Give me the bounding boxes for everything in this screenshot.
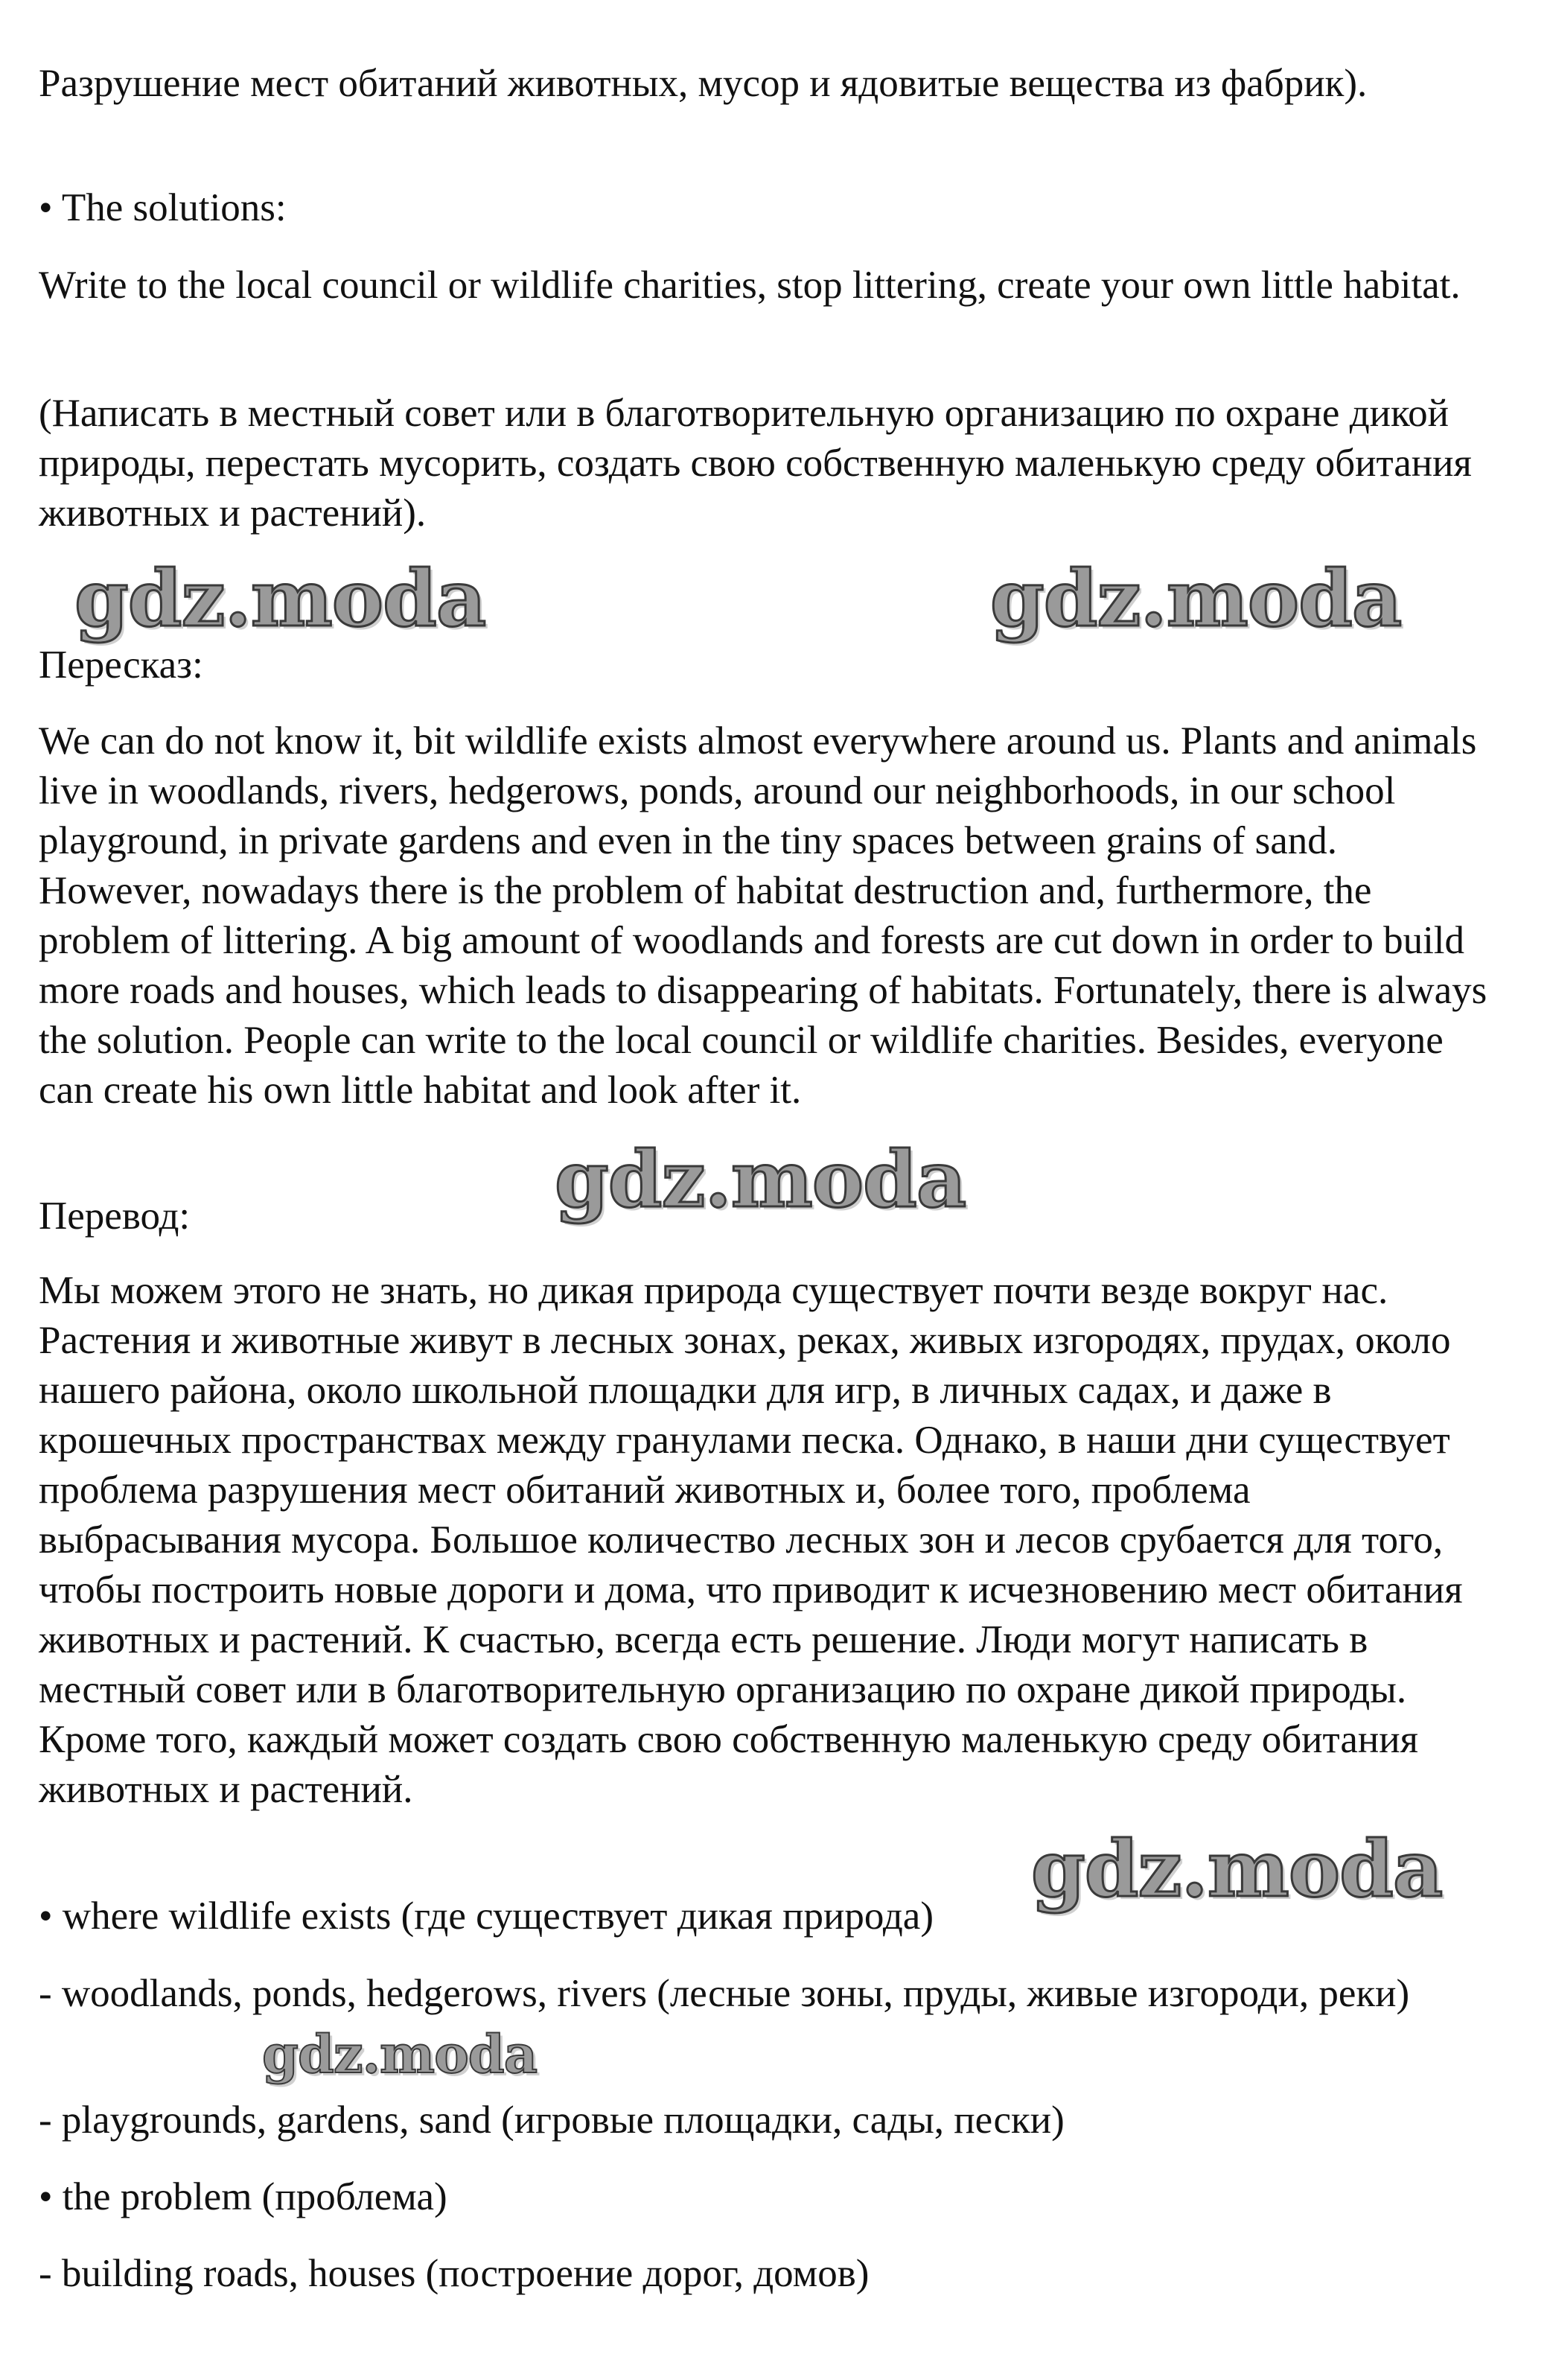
paragraph-threats-translation: Разрушение мест обитаний животных, мусор и ядовитые вещества из фабрик). xyxy=(39,62,1368,105)
watermark-logo: gdz.moda xyxy=(74,553,486,644)
paragraph-translation: Мы можем этого не знать, но дикая природа существует почти везде вокруг нас. Растения и животные живут в лесных зонах, реках, живых изгородях, прудах, около нашего района, около школьной площадки для игр, в личных садах, и даже в крошечных пространствах между гранулами песка. Однако, в наши дни существует проблема разрушения мест обитаний животных и, более того, проблема выбрасывания мусора. Большое количество лесных зон и лесов срубается для того, чтобы построить новые дороги и дома, что приводит к исчезновению мест обитания животных и растений. К счастью, всегда есть решение. Люди могут написать в местный совет или в благотворительную организацию по охране дикой природы. Кроме того, каждый может создать свою собственную маленькую среду обитания животных и растений. xyxy=(39,1269,1463,1811)
list-item-problem: • the problem (проблема) xyxy=(39,2175,447,2218)
watermark-logo: gdz.moda xyxy=(990,553,1402,644)
list-item-building: - building roads, houses (построение дорог, домов) xyxy=(39,2252,870,2295)
watermark-logo: gdz.moda xyxy=(262,2023,538,2085)
paragraph-solutions-heading: • The solutions: xyxy=(39,186,287,229)
list-item-playgrounds: - playgrounds, gardens, sand (игровые площадки, сады, пески) xyxy=(39,2099,1065,2142)
paragraph-solutions-translation: (Написать в местный совет или в благотворительную организацию по охране дикой природы, перестать мусорить, создать свою собственную маленькую среду обитания животных и растений). xyxy=(39,392,1472,535)
list-item-wildlife-exists: • where wildlife exists (где существует дикая природа) xyxy=(39,1894,934,1938)
watermark-logo: gdz.moda xyxy=(1031,1823,1443,1915)
paragraph-retelling: We can do not know it, bit wildlife exists almost everywhere around us. Plants and animals live in woodlands, rivers, hedgerows, ponds, around our neighborhoods, in our school playground, in private gardens and even in the tiny spaces between grains of sand. However, nowadays there is the problem of habitat destruction and, furthermore, the problem of littering. A big amount of woodlands and forests are cut down in order to build more roads and houses, which leads to disappearing of habitats. Fortunately, there is always the solution. People can write to the local council or wildlife charities. Besides, everyone can create his own little habitat and look after it. xyxy=(39,719,1487,1112)
paragraph-solutions: Write to the local council or wildlife charities, stop littering, create your own little habitat. xyxy=(39,264,1461,307)
watermark-logo: gdz.moda xyxy=(555,1133,966,1225)
heading-translation: Перевод: xyxy=(39,1194,191,1238)
heading-retelling: Пересказ: xyxy=(39,643,203,687)
list-item-woodlands: - woodlands, ponds, hedgerows, rivers (лесные зоны, пруды, живые изгороди, реки) xyxy=(39,1972,1410,2015)
